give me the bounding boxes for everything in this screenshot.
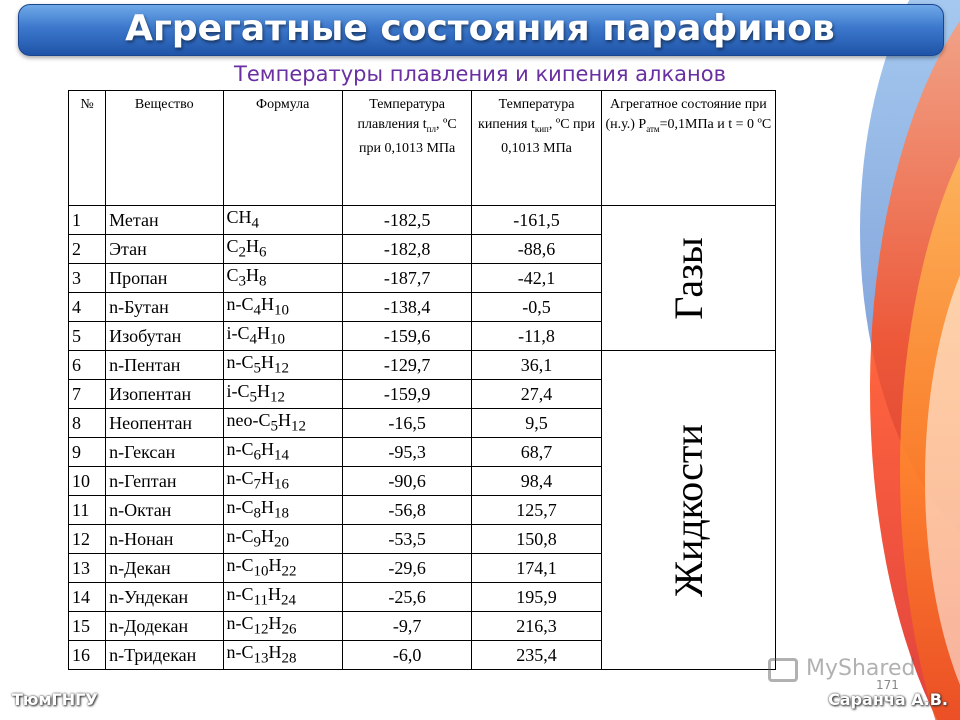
row-number: 10 [69,467,106,496]
row-boiling-point: 216,3 [472,612,601,641]
watermark-logo [768,656,948,686]
row-substance: n-Додекан [106,612,223,641]
row-number: 11 [69,496,106,525]
header-boiling: Температура кипения $t_{кип}$, ºС при 0,1013 МПа [472,91,601,206]
table-row [69,206,776,235]
row-substance: n-Тридекан [106,641,223,670]
row-melting-point: -187,7 [342,264,471,293]
row-melting-point: -182,5 [342,206,471,235]
table-header-row [69,91,776,206]
row-substance: Изопентан [106,380,223,409]
row-melting-point: -53,5 [342,525,471,554]
alkanes-table [68,90,776,670]
row-boiling-point: -42,1 [472,264,601,293]
row-number: 9 [69,438,106,467]
row-boiling-point: 174,1 [472,554,601,583]
row-number: 1 [69,206,106,235]
row-formula: $i-C_4H_{10}$ [223,322,342,351]
row-melting-point: -159,9 [342,380,471,409]
row-melting-point: -129,7 [342,351,471,380]
row-formula: $n-C_9H_{20}$ [223,525,342,554]
row-boiling-point: 68,7 [472,438,601,467]
row-formula: $n-C_{10}H_{22}$ [223,554,342,583]
footer-author: Саранча А.В. [828,690,948,709]
row-substance: n-Бутан [106,293,223,322]
row-number: 7 [69,380,106,409]
state-liquids [601,351,775,670]
row-substance: n-Гексан [106,438,223,467]
row-formula: $i-C_5H_{12}$ [223,380,342,409]
state-liquids-label: Жидкости [665,423,711,597]
row-substance: n-Декан [106,554,223,583]
row-formula: neo-$C_5H_{12}$ [223,409,342,438]
row-formula: $n-C_{13}H_{28}$ [223,641,342,670]
row-substance: n-Пентан [106,351,223,380]
page-number: 171 [876,678,899,692]
row-boiling-point: 27,4 [472,380,601,409]
row-melting-point: -16,5 [342,409,471,438]
row-substance: Неопентан [106,409,223,438]
row-number: 15 [69,612,106,641]
row-substance: Пропан [106,264,223,293]
row-melting-point: -6,0 [342,641,471,670]
row-boiling-point: -0,5 [472,293,601,322]
footer-institution: ТюмГНГУ [12,690,98,709]
row-substance: Этан [106,235,223,264]
row-formula: $C_3H_8$ [223,264,342,293]
state-gases [601,206,775,351]
row-number: 5 [69,322,106,351]
row-boiling-point: 150,8 [472,525,601,554]
row-number: 2 [69,235,106,264]
row-formula: $n-C_7H_{16}$ [223,467,342,496]
row-substance: n-Гептан [106,467,223,496]
row-substance: n-Ундекан [106,583,223,612]
header-state: Агрегатное состояние при (н.у.) $Р_{атм}=0,1МПа$ и t = 0 ºС [601,91,775,206]
row-formula: $n-C_5H_{12}$ [223,351,342,380]
row-boiling-point: -88,6 [472,235,601,264]
row-melting-point: -25,6 [342,583,471,612]
row-number: 3 [69,264,106,293]
slide-title: Агрегатные состояния парафинов [125,8,835,49]
row-melting-point: -29,6 [342,554,471,583]
row-melting-point: -90,6 [342,467,471,496]
row-number: 16 [69,641,106,670]
row-substance: Метан [106,206,223,235]
row-number: 8 [69,409,106,438]
row-melting-point: -138,4 [342,293,471,322]
row-melting-point: -182,8 [342,235,471,264]
row-formula: $n-C_{12}H_{26}$ [223,612,342,641]
row-boiling-point: -11,8 [472,322,601,351]
row-substance: n-Октан [106,496,223,525]
slide-subtitle: Температуры плавления и кипения алканов [234,62,726,86]
row-formula: $CH_4$ [223,206,342,235]
row-boiling-point: 195,9 [472,583,601,612]
row-boiling-point: -161,5 [472,206,601,235]
row-number: 6 [69,351,106,380]
row-formula: $n-C_{11}H_{24}$ [223,583,342,612]
watermark-text: MyShared [806,656,916,681]
row-boiling-point: 125,7 [472,496,601,525]
row-number: 14 [69,583,106,612]
row-number: 4 [69,293,106,322]
row-boiling-point: 9,5 [472,409,601,438]
row-boiling-point: 235,4 [472,641,601,670]
state-gases-label: Газы [665,236,711,320]
row-melting-point: -56,8 [342,496,471,525]
row-substance: n-Нонан [106,525,223,554]
row-formula: $n-C_4H_{10}$ [223,293,342,322]
row-melting-point: -95,3 [342,438,471,467]
row-number: 12 [69,525,106,554]
row-melting-point: -159,6 [342,322,471,351]
table-row [69,351,776,380]
decorative-background [770,0,960,720]
row-formula: $n-C_8H_{18}$ [223,496,342,525]
row-number: 13 [69,554,106,583]
header-substance: Вещество [106,91,223,206]
row-boiling-point: 36,1 [472,351,601,380]
header-num: № [69,91,106,206]
header-melting: Температура плавления $t_{пл}$, ºС при 0,1013 МПа [342,91,471,206]
row-formula: $n-C_6H_{14}$ [223,438,342,467]
row-melting-point: -9,7 [342,612,471,641]
presentation-icon [768,658,798,682]
row-formula: $C_2H_6$ [223,235,342,264]
row-boiling-point: 98,4 [472,467,601,496]
row-substance: Изобутан [106,322,223,351]
header-formula: Формула [223,91,342,206]
